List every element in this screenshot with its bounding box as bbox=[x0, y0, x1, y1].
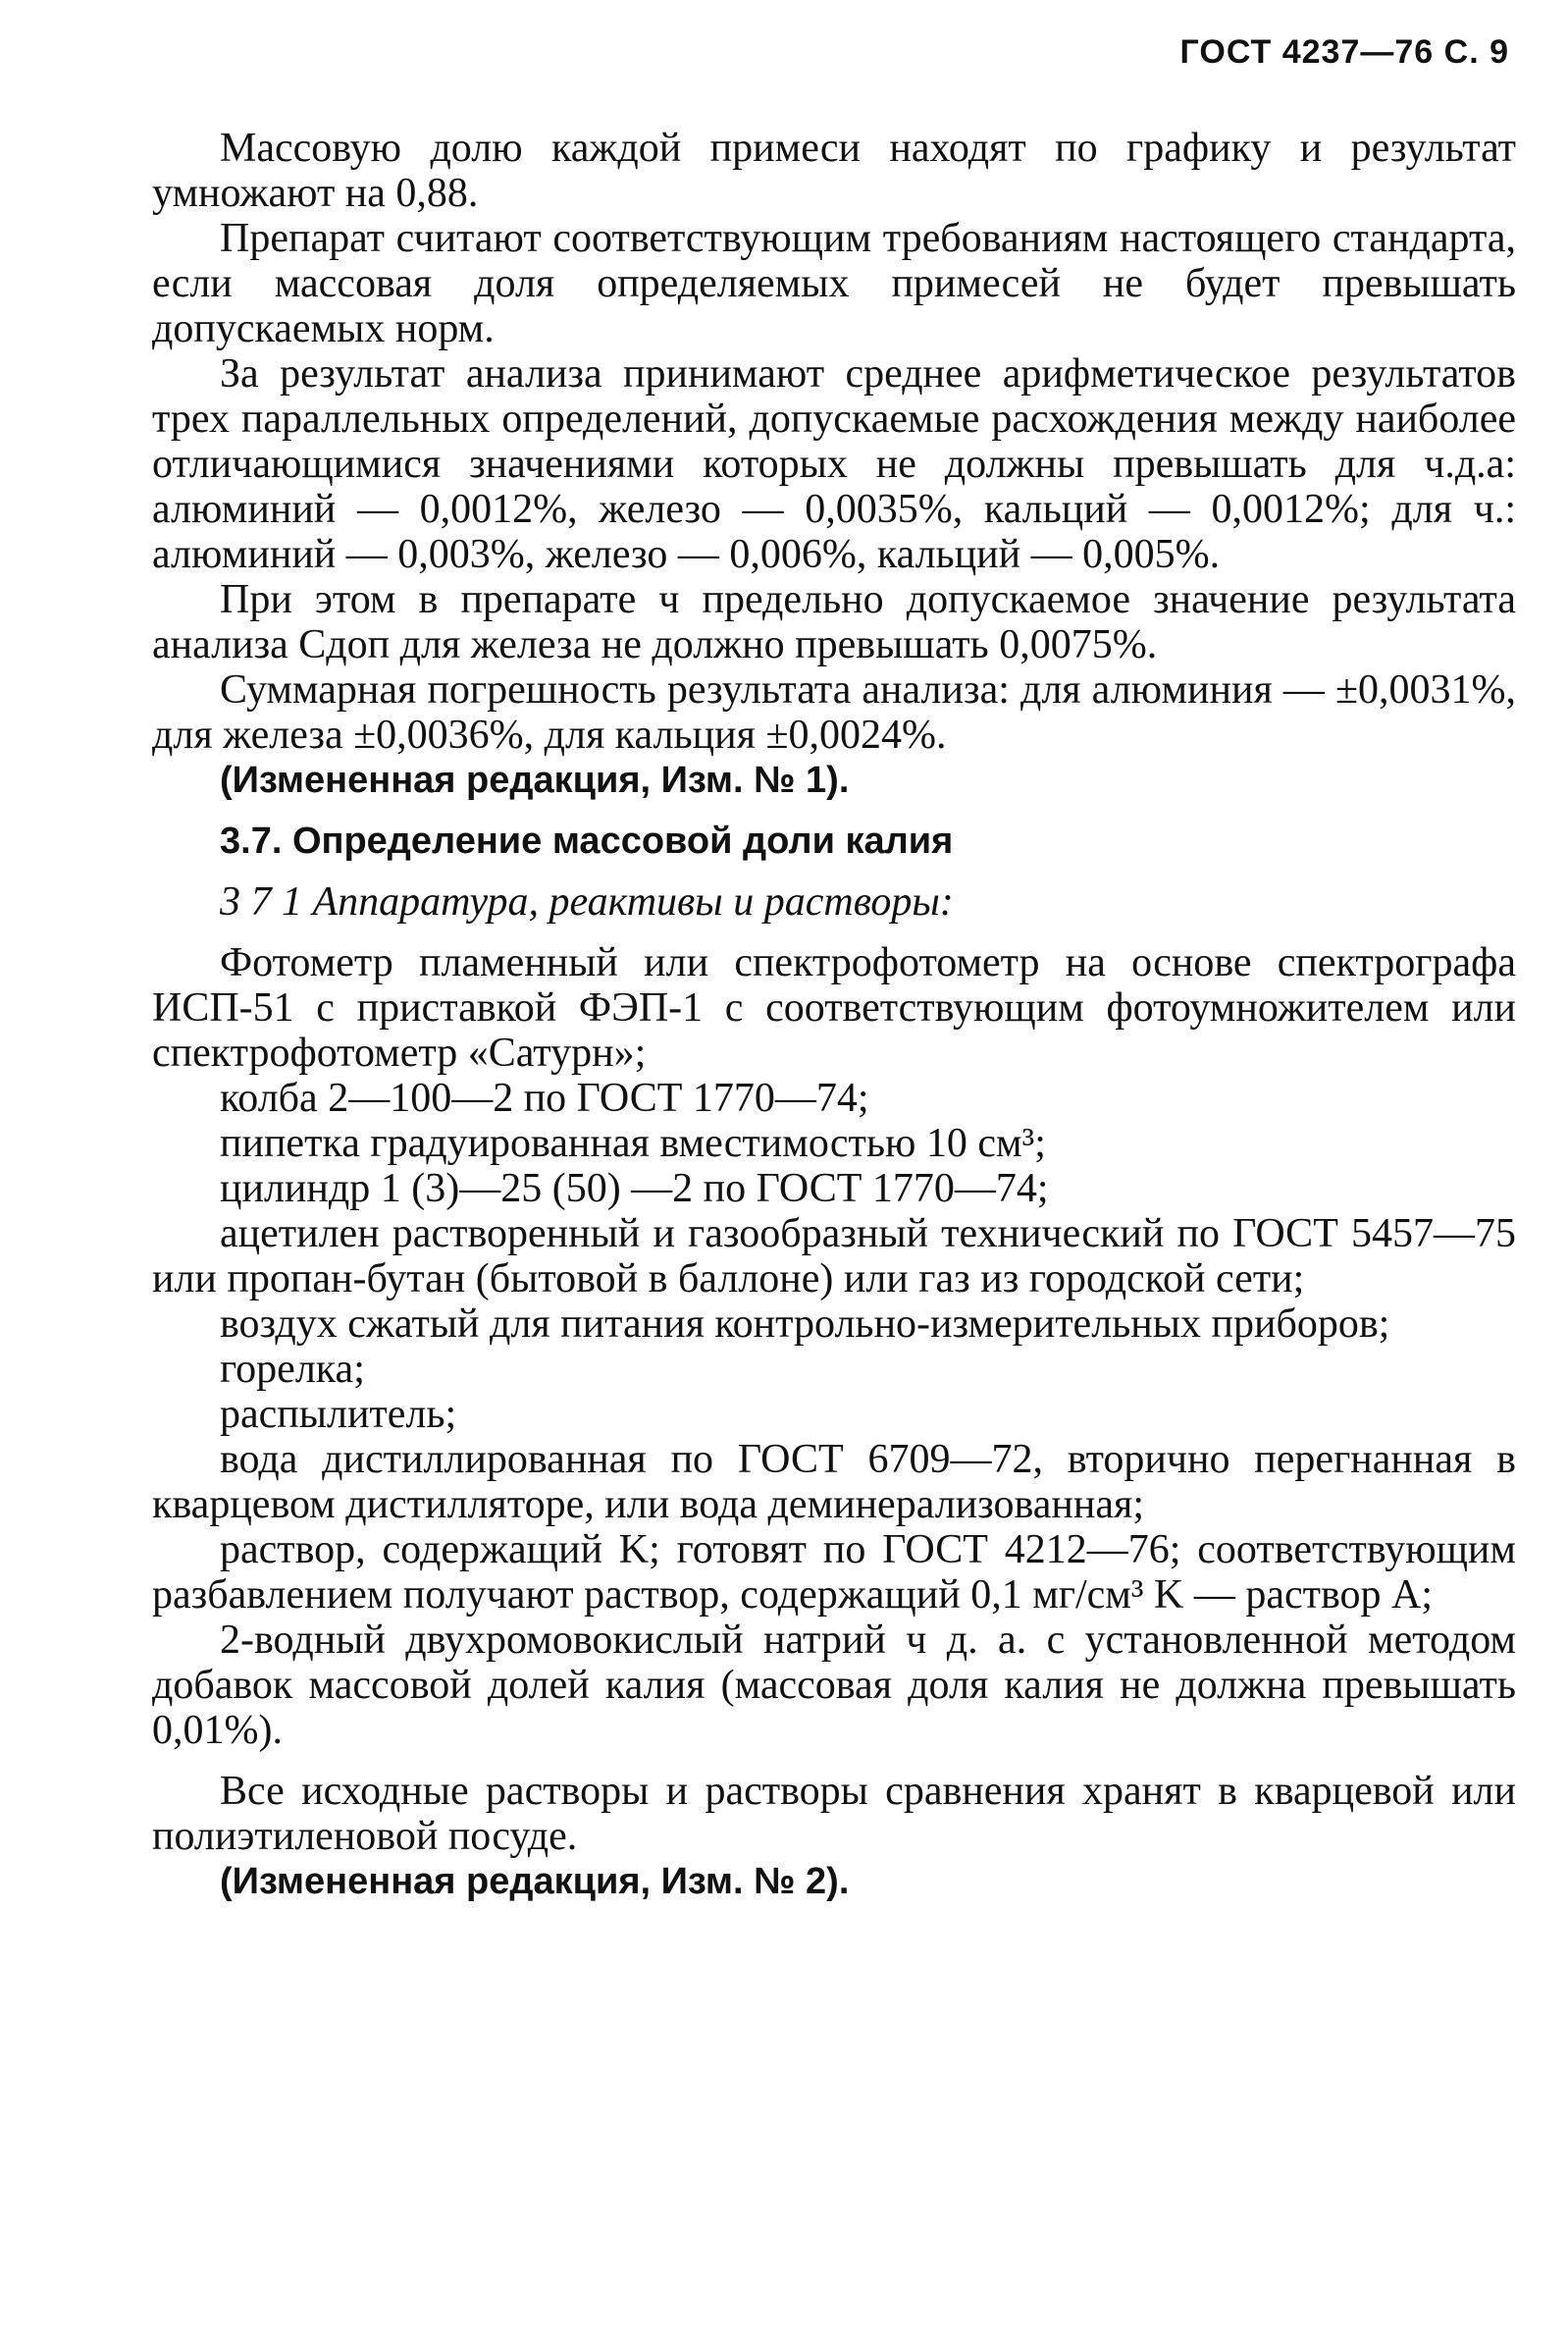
list-item-photometer: Фотометр пламенный или спектрофотометр на основе спектрографа ИСП-51 с приставкой ФЭП-1 с соответствующим фотоумножителем или спектрофотометр «Сатурн»; bbox=[152, 940, 1516, 1076]
paragraph-storage: Все исходные растворы и растворы сравнения хранят в кварцевой или полиэтиленовой посуде. bbox=[152, 1769, 1516, 1859]
amendment-note-2: (Измененная редакция, Изм. № 2). bbox=[220, 1861, 850, 1902]
list-item-sodium-dichromate: 2-водный двухромовокислый натрий ч д. а. с установленной методом добавок массовой долей калия (массовая доля калия не должна превышать 0,01%). bbox=[152, 1618, 1516, 1753]
list-item-potassium-solution: раствор, содержащий K; готовят по ГОСТ 4212—76; соответствующим разбавлением получают раствор, содержащий 0,1 мг/см³ K — раствор A; bbox=[152, 1527, 1516, 1618]
subsection-heading-apparatus: 3 7 1 Аппаратура, реактивы и растворы: bbox=[220, 879, 954, 925]
list-item-acetylene: ацетилен растворенный и газообразный технический по ГОСТ 5457—75 или пропан-бутан (бытовой в баллоне) или газ из городской сети; bbox=[152, 1211, 1516, 1301]
document-body bbox=[152, 126, 1516, 1904]
list-item-flask: колба 2—100—2 по ГОСТ 1770—74; bbox=[220, 1076, 869, 1121]
list-item-pipette: пипетка градуированная вместимостью 10 см³; bbox=[220, 1121, 1046, 1166]
list-item-cylinder: цилиндр 1 (3)—25 (50) —2 по ГОСТ 1770—74; bbox=[220, 1166, 1049, 1211]
paragraph-compliance: Препарат считают соответствующим требованиям настоящего стандарта, если массовая доля определяемых примесей не будет превышать допускаемых норм. bbox=[152, 216, 1516, 351]
paragraph-result-calculation: Массовую долю каждой примеси находят по графику и результат умножают на 0,88. bbox=[152, 126, 1516, 216]
section-heading-potassium: 3.7. Определение массовой доли калия bbox=[220, 821, 954, 862]
paragraph-result-mean: За результат анализа принимают среднее арифметическое результатов трех параллельных определений, допускаемые расхождения между наиболее отличающимися значениями которых не должны превышать для ч.д.а: алюминий — 0,0012%, железо — 0,0035%, кальций — 0,0012%; для ч.: алюминий — 0,003%, железо — 0,006%, кальций — 0,005%. bbox=[152, 351, 1516, 577]
list-item-compressed-air: воздух сжатый для питания контрольно-измерительных приборов; bbox=[220, 1301, 1390, 1347]
paragraph-iron-limit: При этом в препарате ч предельно допускаемое значение результата анализа Cдоп для железа не должно превышать 0,0075%. bbox=[152, 577, 1516, 667]
list-item-burner: горелка; bbox=[220, 1347, 365, 1392]
list-item-sprayer: распылитель; bbox=[220, 1392, 457, 1437]
amendment-note-1: (Измененная редакция, Изм. № 1). bbox=[220, 760, 850, 801]
page-header: ГОСТ 4237—76 С. 9 bbox=[1179, 33, 1509, 71]
list-item-distilled-water: вода дистиллированная по ГОСТ 6709—72, вторично перегнанная в кварцевом дистилляторе, или вода деминерализованная; bbox=[152, 1437, 1516, 1527]
paragraph-total-error: Суммарная погрешность результата анализа: для алюминия — ±0,0031%, для железа ±0,0036%, для кальция ±0,0024%. bbox=[152, 667, 1516, 758]
